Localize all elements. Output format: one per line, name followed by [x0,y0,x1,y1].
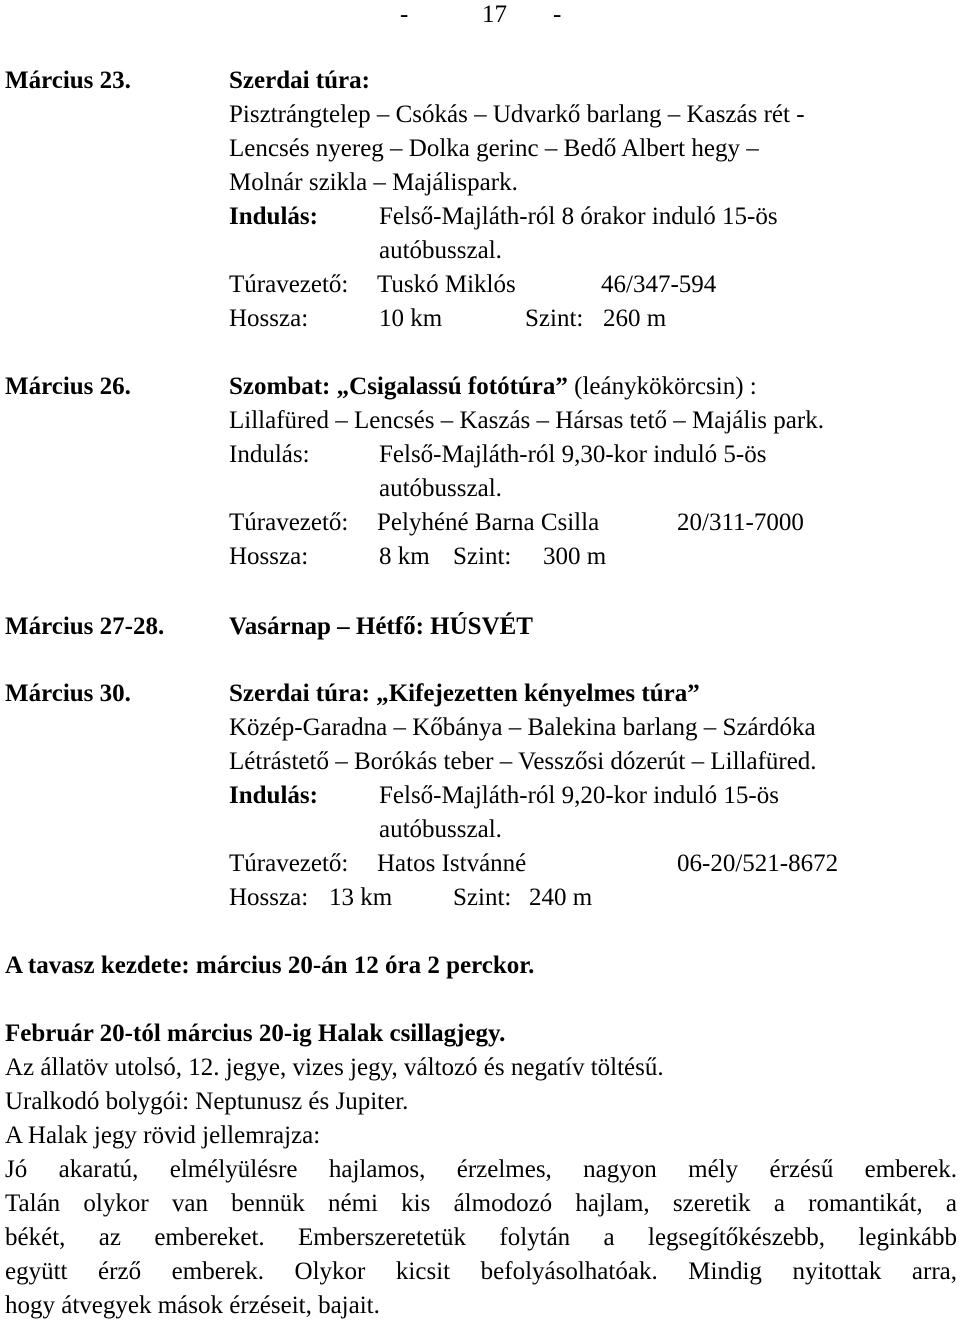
guide-name: Tuskó Miklós [377,271,516,298]
departure-label: Indulás: [229,441,310,468]
entry-heading: Szerdai túra: [229,67,370,94]
level-label: Szint: [525,305,584,332]
entry-date: Március 23. [5,67,131,94]
entry-title: „Kifejezetten kényelmes túra” [376,680,700,707]
guide-name: Hatos Istvánné [377,850,527,877]
length-value: 8 km [379,543,430,570]
entry-date: Március 27-28. [5,613,165,640]
route-line: Lencsés nyereg – Dolka gerinc – Bedő Albert hegy – [229,135,759,162]
spring-note: A tavasz kezdete: március 20-án 12 óra 2 perckor. [5,952,535,979]
zodiac-paragraph-line: Jó akaratú, elmélyülésre hajlamos, érzelmes, nagyon mély érzésű emberek. [5,1156,957,1183]
zodiac-line: A Halak jegy rövid jellemrajza: [5,1122,321,1149]
departure-text: Felső-Majláth-ról 9,30-kor induló 5-ös [379,441,767,468]
entry-date: Március 30. [5,680,131,707]
entry-subtitle: (leánykökörcsin) : [574,373,757,400]
zodiac-paragraph-last: hogy átvegyek mások érzéseit, bajait. [5,1292,380,1319]
page-number-dash-left: - [400,1,409,28]
guide-label: Túravezető: [229,850,349,877]
route-line: Közép-Garadna – Kőbánya – Balekina barlang – Szárdóka [229,714,816,741]
entry-title: „Csigalassú fotótúra” [336,373,568,400]
guide-phone: 06-20/521-8672 [677,850,839,877]
page-number-dash-right: - [553,1,562,28]
route-line: Létrástető – Borókás teber – Vesszősi dózerút – Lillafüred. [229,748,817,775]
length-value: 10 km [379,305,443,332]
route-line: Pisztrángtelep – Csókás – Udvarkő barlang – Kaszás rét - [229,101,805,128]
entry-heading-line [229,677,700,711]
departure-cont: autóbusszal. [379,816,502,843]
guide-name: Pelyhéné Barna Csilla [377,509,600,536]
length-value: 13 km [329,884,393,911]
route-line: Lillafüred – Lencsés – Kaszás – Hársas tető – Majális park. [229,407,824,434]
guide-label: Túravezető: [229,271,349,298]
departure-cont: autóbusszal. [379,475,502,502]
level-label: Szint: [453,543,512,570]
zodiac-paragraph-line: békét, az embereket. Emberszeretetük folytán a legsegítőkészebb, leginkább [5,1224,957,1251]
page-number-value: 17 [482,1,507,28]
zodiac-line: Az állatöv utolsó, 12. jegye, vizes jegy, változó és negatív töltésű. [5,1054,664,1081]
level-value: 240 m [529,884,593,911]
length-label: Hossza: [229,543,309,570]
entry-heading: Szombat: [229,373,331,400]
departure-label: Indulás: [229,782,318,809]
departure-label: Indulás: [229,203,318,230]
departure-cont: autóbusszal. [379,237,502,264]
route-line: Molnár szikla – Majálispark. [229,169,518,196]
zodiac-paragraph-line: Talán olykor van bennük némi kis álmodozó hajlam, szeretik a romantikát, a [5,1190,957,1217]
entry-heading: Vasárnap – Hétfő: HÚSVÉT [229,613,533,640]
entry-heading-line [229,370,757,404]
guide-label: Túravezető: [229,509,349,536]
guide-phone: 46/347-594 [601,271,717,298]
entry-date: Március 26. [5,373,131,400]
departure-text: Felső-Majláth-ról 8 órakor induló 15-ös [379,203,778,230]
level-value: 300 m [543,543,607,570]
zodiac-heading: Február 20-tól március 20-ig Halak csillagjegy. [5,1020,506,1047]
level-label: Szint: [453,884,512,911]
level-value: 260 m [603,305,667,332]
zodiac-line: Uralkodó bolygói: Neptunusz és Jupiter. [5,1088,409,1115]
guide-phone: 20/311-7000 [677,509,804,536]
length-label: Hossza: [229,884,309,911]
entry-heading: Szerdai túra: [229,680,370,707]
length-label: Hossza: [229,305,309,332]
departure-text: Felső-Majláth-ról 9,20-kor induló 15-ös [379,782,779,809]
zodiac-paragraph-line: együtt érző emberek. Olykor kicsit befolyásolhatóak. Mindig nyitottak arra, [5,1258,957,1285]
